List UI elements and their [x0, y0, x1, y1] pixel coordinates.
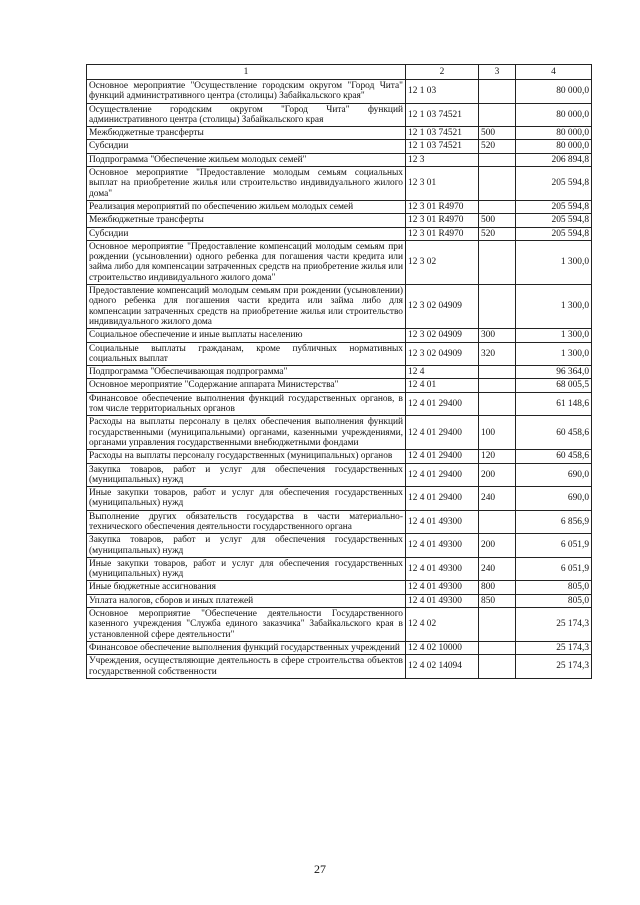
row-vr-cell — [479, 641, 516, 654]
row-name-cell: Межбюджетные трансферты — [87, 214, 406, 227]
table-row — [87, 392, 592, 416]
row-vr-cell — [479, 200, 516, 213]
row-name-cell: Финансовое обеспечение выполнения функций государственных органов, в том числе территориальных органов — [87, 392, 406, 416]
row-sum-cell: 205 594,8 — [516, 200, 592, 213]
row-code-cell: 12 3 02 04909 — [406, 342, 479, 366]
row-code-cell: 12 4 01 29400 — [406, 416, 479, 450]
row-name-cell: Расходы на выплаты персоналу государственных (муниципальных) органов — [87, 450, 406, 463]
row-code-cell: 12 1 03 74521 — [406, 140, 479, 153]
table-row — [87, 416, 592, 450]
row-name-cell: Выполнение других обязательств государства в части материально-технического обеспечения деятельности государственного органа — [87, 510, 406, 534]
row-code-cell: 12 4 01 49300 — [406, 557, 479, 581]
row-sum-cell: 6 856,9 — [516, 510, 592, 534]
row-sum-cell: 80 000,0 — [516, 80, 592, 104]
row-name-cell: Основное мероприятие "Предоставление компенсаций молодым семьям при рождении (усыновлении) одного ребенка для погашения части кредита или займа либо для компенсации затраченных средств на приобретение жилья или строительство индивидуального жилого дома" — [87, 240, 406, 284]
row-name-cell: Основное мероприятие "Содержание аппарата Министерства" — [87, 379, 406, 392]
row-sum-cell: 60 458,6 — [516, 416, 592, 450]
row-vr-cell — [479, 510, 516, 534]
row-vr-cell: 520 — [479, 227, 516, 240]
row-sum-cell: 205 594,8 — [516, 167, 592, 201]
row-name-cell: Подпрограмма "Обеспечение жильем молодых семей" — [87, 153, 406, 166]
row-name-cell: Основное мероприятие "Обеспечение деятельности Государственного казенного учреждения "Служба единого заказчика" Забайкальского края в установленной сфере деятельности" — [87, 608, 406, 642]
row-code-cell: 12 3 02 04909 — [406, 329, 479, 342]
row-vr-cell — [479, 153, 516, 166]
table-row — [87, 463, 592, 487]
budget-table — [86, 64, 592, 679]
row-vr-cell: 800 — [479, 581, 516, 594]
row-sum-cell: 80 000,0 — [516, 103, 592, 127]
row-sum-cell: 1 300,0 — [516, 240, 592, 284]
table-row — [87, 557, 592, 581]
row-vr-cell: 300 — [479, 329, 516, 342]
table-row — [87, 285, 592, 329]
row-code-cell: 12 3 02 04909 — [406, 285, 479, 329]
row-name-cell: Расходы на выплаты персоналу в целях обеспечения выполнения функций государственными (муниципальными) органами, казенными учреждениями, органами управления государственными внебюджетными фондами — [87, 416, 406, 450]
table-row — [87, 214, 592, 227]
table-row — [87, 167, 592, 201]
row-sum-cell: 205 594,8 — [516, 227, 592, 240]
row-code-cell: 12 4 01 — [406, 379, 479, 392]
row-sum-cell: 6 051,9 — [516, 534, 592, 558]
row-vr-cell: 520 — [479, 140, 516, 153]
row-sum-cell: 61 148,6 — [516, 392, 592, 416]
table-header-row — [87, 65, 592, 80]
row-code-cell: 12 4 01 49300 — [406, 581, 479, 594]
row-sum-cell: 1 300,0 — [516, 342, 592, 366]
row-sum-cell: 805,0 — [516, 594, 592, 607]
row-name-cell: Иные закупки товаров, работ и услуг для обеспечения государственных (муниципальных) нужд — [87, 487, 406, 511]
row-vr-cell — [479, 655, 516, 679]
row-vr-cell: 100 — [479, 416, 516, 450]
table-row — [87, 608, 592, 642]
row-name-cell: Реализация мероприятий по обеспечению жильем молодых семей — [87, 200, 406, 213]
row-name-cell: Закупка товаров, работ и услуг для обеспечения государственных (муниципальных) нужд — [87, 463, 406, 487]
row-code-cell: 12 4 01 49300 — [406, 510, 479, 534]
row-vr-cell: 320 — [479, 342, 516, 366]
table-row — [87, 641, 592, 654]
row-code-cell: 12 1 03 — [406, 80, 479, 104]
table-row — [87, 127, 592, 140]
row-code-cell: 12 4 01 49300 — [406, 594, 479, 607]
row-code-cell: 12 4 02 — [406, 608, 479, 642]
row-name-cell: Субсидии — [87, 140, 406, 153]
row-name-cell: Уплата налогов, сборов и иных платежей — [87, 594, 406, 607]
row-code-cell: 12 3 01 R4970 — [406, 214, 479, 227]
row-code-cell: 12 4 01 29400 — [406, 487, 479, 511]
row-name-cell: Финансовое обеспечение выполнения функций государственных учреждений — [87, 641, 406, 654]
row-vr-cell — [479, 366, 516, 379]
table-row — [87, 342, 592, 366]
row-vr-cell: 240 — [479, 487, 516, 511]
table-row — [87, 103, 592, 127]
row-name-cell: Учреждения, осуществляющие деятельность в сфере строительства объектов государственной собственности — [87, 655, 406, 679]
table-row — [87, 594, 592, 607]
row-code-cell: 12 4 02 14094 — [406, 655, 479, 679]
row-vr-cell: 240 — [479, 557, 516, 581]
header-col-4: 4 — [516, 65, 592, 80]
table-row — [87, 153, 592, 166]
row-sum-cell: 1 300,0 — [516, 329, 592, 342]
row-sum-cell: 805,0 — [516, 581, 592, 594]
table-row — [87, 329, 592, 342]
row-name-cell: Закупка товаров, работ и услуг для обеспечения государственных (муниципальных) нужд — [87, 534, 406, 558]
row-code-cell: 12 4 — [406, 366, 479, 379]
row-vr-cell: 200 — [479, 463, 516, 487]
row-vr-cell — [479, 103, 516, 127]
row-sum-cell: 60 458,6 — [516, 450, 592, 463]
row-code-cell: 12 3 01 — [406, 167, 479, 201]
table-row — [87, 655, 592, 679]
table-row — [87, 200, 592, 213]
row-code-cell: 12 3 01 R4970 — [406, 200, 479, 213]
row-name-cell: Иные закупки товаров, работ и услуг для обеспечения государственных (муниципальных) нужд — [87, 557, 406, 581]
row-name-cell: Предоставление компенсаций молодым семьям при рождении (усыновлении) одного ребенка для погашения части кредита или займа либо для компенсации затраченных средств на приобретение жилья или строительство индивидуального жилого дома — [87, 285, 406, 329]
table-row — [87, 379, 592, 392]
row-sum-cell: 68 005,5 — [516, 379, 592, 392]
row-sum-cell: 96 364,0 — [516, 366, 592, 379]
header-col-2: 2 — [406, 65, 479, 80]
table-row — [87, 487, 592, 511]
table-row — [87, 140, 592, 153]
row-vr-cell — [479, 392, 516, 416]
table-row — [87, 366, 592, 379]
row-name-cell: Осуществление городским округом "Город Чита" функций административного центра (столицы) Забайкальского края — [87, 103, 406, 127]
row-sum-cell: 206 894,8 — [516, 153, 592, 166]
row-name-cell: Социальные выплаты гражданам, кроме публичных нормативных социальных выплат — [87, 342, 406, 366]
row-vr-cell — [479, 608, 516, 642]
row-vr-cell: 120 — [479, 450, 516, 463]
row-name-cell: Основное мероприятие "Осуществление городским округом "Город Чита" функций административного центра (столицы) Забайкальского края" — [87, 80, 406, 104]
row-code-cell: 12 4 02 10000 — [406, 641, 479, 654]
row-code-cell: 12 1 03 74521 — [406, 103, 479, 127]
row-sum-cell: 6 051,9 — [516, 557, 592, 581]
row-vr-cell: 200 — [479, 534, 516, 558]
row-name-cell: Социальное обеспечение и иные выплаты населению — [87, 329, 406, 342]
row-name-cell: Подпрограмма "Обеспечивающая подпрограмма" — [87, 366, 406, 379]
row-vr-cell — [479, 80, 516, 104]
row-code-cell: 12 4 01 49300 — [406, 534, 479, 558]
row-name-cell: Субсидии — [87, 227, 406, 240]
table-row — [87, 581, 592, 594]
header-col-1: 1 — [87, 65, 406, 80]
row-code-cell: 12 1 03 74521 — [406, 127, 479, 140]
row-vr-cell: 500 — [479, 127, 516, 140]
row-sum-cell: 25 174,3 — [516, 641, 592, 654]
row-sum-cell: 25 174,3 — [516, 608, 592, 642]
row-name-cell: Иные бюджетные ассигнования — [87, 581, 406, 594]
row-name-cell: Межбюджетные трансферты — [87, 127, 406, 140]
row-name-cell: Основное мероприятие "Предоставление молодым семьям социальных выплат на приобретение жилья или строительство индивидуального жилого дома" — [87, 167, 406, 201]
row-vr-cell — [479, 167, 516, 201]
table-row — [87, 240, 592, 284]
table-row — [87, 450, 592, 463]
row-code-cell: 12 3 02 — [406, 240, 479, 284]
row-code-cell: 12 4 01 29400 — [406, 450, 479, 463]
row-vr-cell — [479, 285, 516, 329]
row-code-cell: 12 3 01 R4970 — [406, 227, 479, 240]
row-code-cell: 12 3 — [406, 153, 479, 166]
row-sum-cell: 25 174,3 — [516, 655, 592, 679]
row-sum-cell: 205 594,8 — [516, 214, 592, 227]
row-sum-cell: 80 000,0 — [516, 127, 592, 140]
row-vr-cell: 850 — [479, 594, 516, 607]
header-col-3: 3 — [479, 65, 516, 80]
row-vr-cell — [479, 379, 516, 392]
row-sum-cell: 690,0 — [516, 487, 592, 511]
table-row — [87, 80, 592, 104]
row-vr-cell: 500 — [479, 214, 516, 227]
row-vr-cell — [479, 240, 516, 284]
table-row — [87, 510, 592, 534]
row-sum-cell: 1 300,0 — [516, 285, 592, 329]
row-code-cell: 12 4 01 29400 — [406, 463, 479, 487]
table-row — [87, 534, 592, 558]
row-sum-cell: 80 000,0 — [516, 140, 592, 153]
row-sum-cell: 690,0 — [516, 463, 592, 487]
row-code-cell: 12 4 01 29400 — [406, 392, 479, 416]
table-row — [87, 227, 592, 240]
page-number: 27 — [314, 862, 326, 876]
